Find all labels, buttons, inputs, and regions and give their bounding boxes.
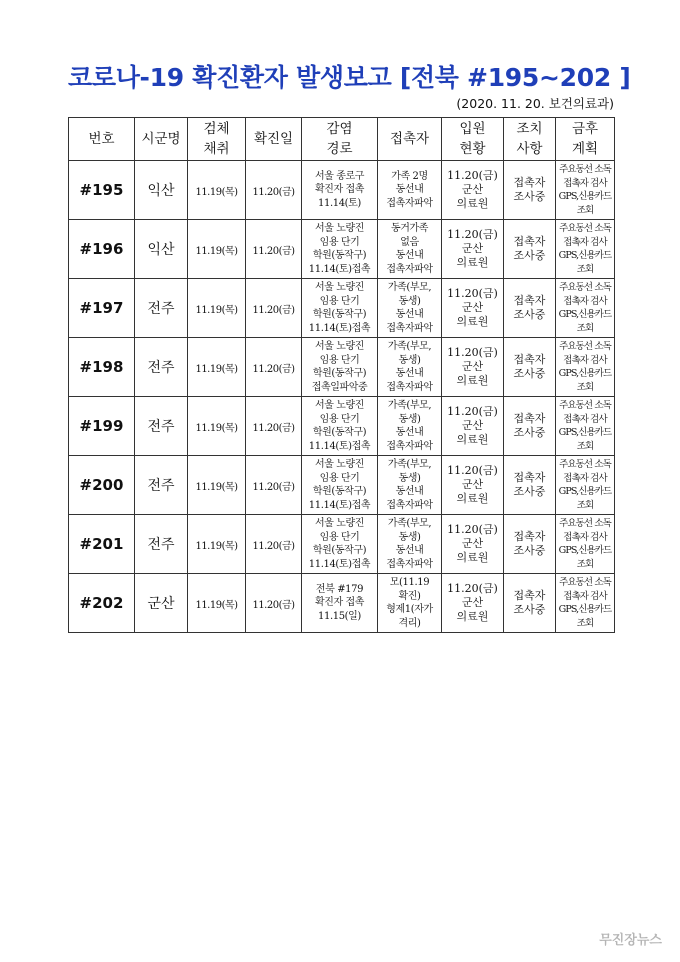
col-action-cell: 접촉자 조사중 bbox=[504, 161, 556, 220]
col-action-header: 조치 사항 bbox=[504, 118, 556, 161]
col-hospital-cell: 11.20(금) 군산 의료원 bbox=[442, 161, 504, 220]
col-number-cell: #199 bbox=[69, 397, 135, 456]
table-row bbox=[69, 279, 615, 338]
table-body bbox=[69, 161, 615, 633]
col-plan-cell: 주요동선 소독 접촉자 검사 GPS,신용카드 조회 bbox=[556, 279, 615, 338]
col-hospital-cell: 11.20(금) 군산 의료원 bbox=[442, 338, 504, 397]
col-contacts-cell: 가족(부모, 동생) 동선내 접촉자파악 bbox=[378, 397, 442, 456]
col-plan-cell: 주요동선 소독 접촉자 검사 GPS,신용카드 조회 bbox=[556, 515, 615, 574]
col-contacts-header: 접촉자 bbox=[378, 118, 442, 161]
col-city-cell: 전주 bbox=[135, 338, 188, 397]
col-confirm-date-cell: 11.20(금) bbox=[246, 456, 302, 515]
col-plan-cell: 주요동선 소독 접촉자 검사 GPS,신용카드 조회 bbox=[556, 574, 615, 633]
col-action-cell: 접촉자 조사중 bbox=[504, 338, 556, 397]
col-action-cell: 접촉자 조사중 bbox=[504, 456, 556, 515]
col-contacts-cell: 동거가족 없음 동선내 접촉자파악 bbox=[378, 220, 442, 279]
col-hospital-cell: 11.20(금) 군산 의료원 bbox=[442, 515, 504, 574]
col-number-cell: #200 bbox=[69, 456, 135, 515]
col-sample-date-cell: 11.19(목) bbox=[188, 338, 246, 397]
table-row bbox=[69, 338, 615, 397]
col-sample-date-header: 검체 채취 bbox=[188, 118, 246, 161]
col-infection-route-cell: 서울 노량진 임용 단기 학원(동작구) 11.14(토)접촉 bbox=[302, 456, 378, 515]
col-confirm-date-cell: 11.20(금) bbox=[246, 397, 302, 456]
col-sample-date-cell: 11.19(목) bbox=[188, 161, 246, 220]
col-city-cell: 전주 bbox=[135, 279, 188, 338]
col-number-cell: #195 bbox=[69, 161, 135, 220]
col-action-cell: 접촉자 조사중 bbox=[504, 397, 556, 456]
col-hospital-cell: 11.20(금) 군산 의료원 bbox=[442, 397, 504, 456]
table-header-row bbox=[69, 118, 615, 161]
col-action-cell: 접촉자 조사중 bbox=[504, 574, 556, 633]
col-hospital-cell: 11.20(금) 군산 의료원 bbox=[442, 456, 504, 515]
col-city-cell: 군산 bbox=[135, 574, 188, 633]
col-infection-route-header: 감염 경로 bbox=[302, 118, 378, 161]
col-contacts-cell: 가족(부모, 동생) 동선내 접촉자파악 bbox=[378, 515, 442, 574]
col-confirm-date-cell: 11.20(금) bbox=[246, 279, 302, 338]
col-confirm-date-cell: 11.20(금) bbox=[246, 220, 302, 279]
col-hospital-cell: 11.20(금) 군산 의료원 bbox=[442, 220, 504, 279]
col-action-cell: 접촉자 조사중 bbox=[504, 279, 556, 338]
col-infection-route-cell: 서울 종로구 확진자 접촉 11.14(토) bbox=[302, 161, 378, 220]
report-date-department: (2020. 11. 20. 보건의료과) bbox=[456, 96, 614, 111]
col-number-header: 번호 bbox=[69, 118, 135, 161]
col-infection-route-cell: 서울 노량진 임용 단기 학원(동작구) 11.14(토)접촉 bbox=[302, 220, 378, 279]
news-watermark: 무진장뉴스 bbox=[599, 933, 662, 948]
col-infection-route-cell: 서울 노량진 임용 단기 학원(동작구) 11.14(토)접촉 bbox=[302, 279, 378, 338]
col-sample-date-cell: 11.19(목) bbox=[188, 574, 246, 633]
col-contacts-cell: 가족(부모, 동생) 동선내 접촉자파악 bbox=[378, 279, 442, 338]
col-confirm-date-header: 확진일 bbox=[246, 118, 302, 161]
col-confirm-date-cell: 11.20(금) bbox=[246, 574, 302, 633]
col-number-cell: #202 bbox=[69, 574, 135, 633]
col-hospital-cell: 11.20(금) 군산 의료원 bbox=[442, 279, 504, 338]
col-plan-cell: 주요동선 소독 접촉자 검사 GPS,신용카드 조회 bbox=[556, 161, 615, 220]
col-action-cell: 접촉자 조사중 bbox=[504, 515, 556, 574]
col-confirm-date-cell: 11.20(금) bbox=[246, 515, 302, 574]
document-title: 코로나-19 확진환자 발생보고 [전북 #195~202 ] bbox=[68, 63, 631, 92]
col-plan-header: 금후 계획 bbox=[556, 118, 615, 161]
table-row bbox=[69, 515, 615, 574]
col-city-cell: 전주 bbox=[135, 397, 188, 456]
table-row bbox=[69, 161, 615, 220]
col-infection-route-cell: 서울 노량진 임용 단기 학원(동작구) 접촉일파악중 bbox=[302, 338, 378, 397]
col-infection-route-cell: 서울 노량진 임용 단기 학원(동작구) 11.14(토)접촉 bbox=[302, 515, 378, 574]
col-city-cell: 익산 bbox=[135, 220, 188, 279]
col-confirm-date-cell: 11.20(금) bbox=[246, 161, 302, 220]
col-number-cell: #201 bbox=[69, 515, 135, 574]
col-confirm-date-cell: 11.20(금) bbox=[246, 338, 302, 397]
col-infection-route-cell: 서울 노량진 임용 단기 학원(동작구) 11.14(토)접촉 bbox=[302, 397, 378, 456]
col-action-cell: 접촉자 조사중 bbox=[504, 220, 556, 279]
col-plan-cell: 주요동선 소독 접촉자 검사 GPS,신용카드 조회 bbox=[556, 220, 615, 279]
col-city-cell: 전주 bbox=[135, 456, 188, 515]
col-number-cell: #198 bbox=[69, 338, 135, 397]
col-sample-date-cell: 11.19(목) bbox=[188, 456, 246, 515]
col-number-cell: #196 bbox=[69, 220, 135, 279]
col-sample-date-cell: 11.19(목) bbox=[188, 220, 246, 279]
col-hospital-cell: 11.20(금) 군산 의료원 bbox=[442, 574, 504, 633]
col-city-header: 시군명 bbox=[135, 118, 188, 161]
col-sample-date-cell: 11.19(목) bbox=[188, 279, 246, 338]
col-sample-date-cell: 11.19(목) bbox=[188, 515, 246, 574]
patient-report-table bbox=[68, 117, 615, 633]
table-row bbox=[69, 220, 615, 279]
col-plan-cell: 주요동선 소독 접촉자 검사 GPS,신용카드 조회 bbox=[556, 338, 615, 397]
col-infection-route-cell: 전북 #179 확진자 접촉 11.15(일) bbox=[302, 574, 378, 633]
table-row bbox=[69, 456, 615, 515]
col-number-cell: #197 bbox=[69, 279, 135, 338]
table-row bbox=[69, 574, 615, 633]
col-contacts-cell: 가족(부모, 동생) 동선내 접촉자파악 bbox=[378, 456, 442, 515]
col-city-cell: 익산 bbox=[135, 161, 188, 220]
col-hospital-header: 입원 현황 bbox=[442, 118, 504, 161]
col-plan-cell: 주요동선 소독 접촉자 검사 GPS,신용카드 조회 bbox=[556, 456, 615, 515]
col-contacts-cell: 모(11.19 확진) 형제1(자가 격리) bbox=[378, 574, 442, 633]
table-row bbox=[69, 397, 615, 456]
col-plan-cell: 주요동선 소독 접촉자 검사 GPS,신용카드 조회 bbox=[556, 397, 615, 456]
col-city-cell: 전주 bbox=[135, 515, 188, 574]
col-contacts-cell: 가족 2명 동선내 접촉자파악 bbox=[378, 161, 442, 220]
col-sample-date-cell: 11.19(목) bbox=[188, 397, 246, 456]
col-contacts-cell: 가족(부모, 동생) 동선내 접촉자파악 bbox=[378, 338, 442, 397]
